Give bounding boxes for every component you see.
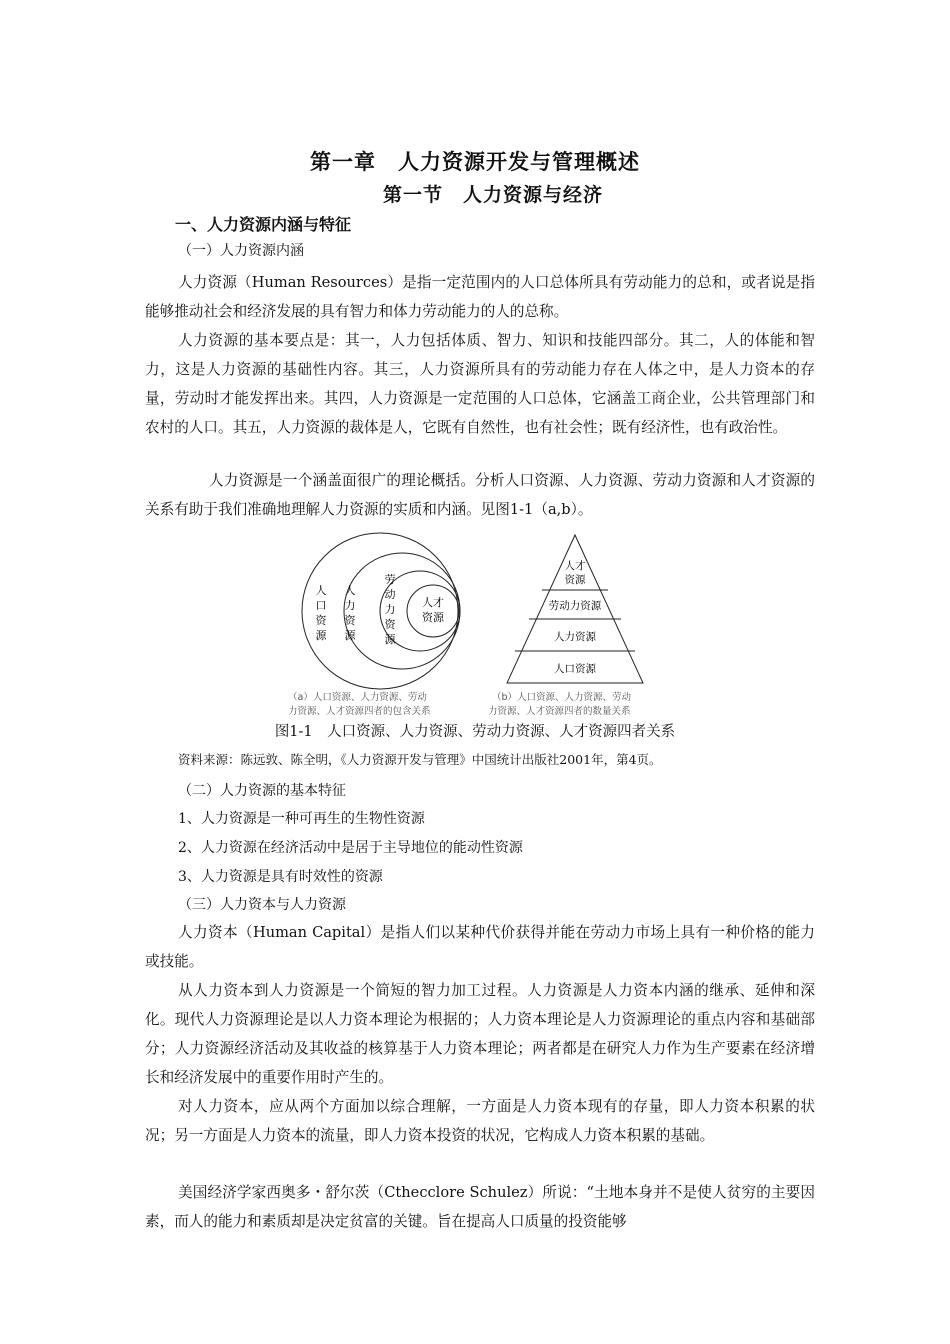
pyramid-level-talent: 资源 [564,574,586,586]
c3-char: 劳 [384,573,396,586]
c1-char: 人 [315,584,327,597]
c3-char: 力 [384,603,396,616]
c3-char: 动 [384,588,396,601]
figure-b-caption-line2: 力资源、人才资源四者的数量关系 [488,706,631,717]
paragraph-definition: 人力资源（Human Resources）是指一定范围内的人口总体所具有劳动能力的总和，或者说是指能够推动社会和经济发展的具有智力和体力劳动能力的人的总称。 [145,274,815,320]
nested-circles-diagram [288,533,460,717]
subheading-capital: （三）人力资本与人力资源 [178,897,346,913]
subheading-features: （二）人力资源的基本特征 [178,783,346,799]
paragraph-key-points: 人力资源的基本要点是：其一，人力包括体质、智力、知识和技能四部分。其二，人的体能和智力，这是人力资源的基础性内容。其三，人力资源所具有的劳动能力存在人体之中，是人力资本的存量，劳动时才能发挥出来。其四，人力资源是一定范围的人口总体，它涵盖工商企业，公共管理部门和农村的人口。其五，人力资源的裁体是人，它既有自然性，也有社会性；既有经济性，也有政治性。 [145,332,815,436]
c1-char: 源 [315,629,327,642]
pyramid-diagram [488,535,643,717]
c4-line: 人才 [422,596,444,609]
subheading-meaning: （一）人力资源内涵 [178,243,304,259]
c2-char: 力 [344,599,356,612]
c2-char: 源 [344,629,356,642]
c1-char: 资 [315,614,327,627]
list-item: 2、人力资源在经济活动中是居于主导地位的能动性资源 [178,840,523,856]
figure-caption: 图1-1 人口资源、人力资源、劳动力资源、人才资源四者关系 [274,724,676,740]
paragraph-schultz-quote: 美国经济学家西奥多・舒尔茨（Cthecclore Schulez）所说：“土地本身并不是使人贫穷的主要因素，而人的能力和素质却是决定贫富的关键。旨在提高人口质量的投资能够 [145,1184,815,1230]
c2-char: 人 [344,584,356,597]
pyramid-level-population: 人口资源 [554,663,596,675]
c3-char: 资 [384,618,396,631]
list-item: 1、人力资源是一种可再生的生物性资源 [178,811,425,827]
figure-b-caption-line1: （b）人口资源、人力资源、劳动 [492,692,632,703]
figure-source: 资料来源：陈远敦、陈全明，《人力资源开发与管理》中国统计出版社2001年，第4页。 [178,752,662,767]
c3-char: 源 [384,633,396,646]
c1-char: 口 [315,599,327,612]
figure-a-caption-line2: 力资源、人才资源四者的包含关系 [288,706,431,717]
c4-line: 资源 [422,611,444,624]
section-title: 第一节 人力资源与经济 [382,184,603,206]
pyramid-level-labor: 劳动力资源 [548,600,602,612]
c2-char: 资 [344,614,356,627]
paragraph-stock-flow: 对人力资本，应从两个方面加以综合理解，一方面是人力资本现有的存量，即人力资本积累的状况；另一方面是人力资本的流量，即人力资本投资的状况，它构成人力资本积累的基础。 [145,1098,815,1144]
paragraph-capital-to-resources: 从人力资本到人力资源是一个简短的智力加工过程。人力资源是人力资本内涵的继承、延伸和深化。现代人力资源理论是以人力资本理论为根据的；人力资本理论是人力资源理论的重点内容和基础部分；人力资源经济活动及其收益的核算基于人力资本理论；两者都是在研究人力作为生产要素在经济增长和经济发展中的重要作用时产生的。 [145,982,815,1086]
list-item: 3、人力资源是具有时效性的资源 [178,869,383,885]
heading-inner-meaning: 一、人力资源内涵与特征 [175,215,352,234]
figure-svg [280,528,680,723]
chapter-title: 第一章 人力资源开发与管理概述 [310,150,640,174]
pyramid-level-human-resources: 人力资源 [554,631,596,643]
paragraph-relationship: 人力资源是一个涵盖面很广的理论概括。分析人口资源、人力资源、劳动力资源和人才资源的关系有助于我们准确地理解人力资源的实质和内涵。见图1-1（a,b）。 [145,472,815,518]
paragraph-human-capital: 人力资本（Human Capital）是指人们以某种代价获得并能在劳动力市场上具有一种价格的能力或技能。 [145,924,815,970]
figure-a-caption-line1: （a）人口资源、人力资源、劳动 [288,692,427,703]
pyramid-level-talent: 人才 [564,560,586,572]
figure-1-1 [280,528,680,723]
